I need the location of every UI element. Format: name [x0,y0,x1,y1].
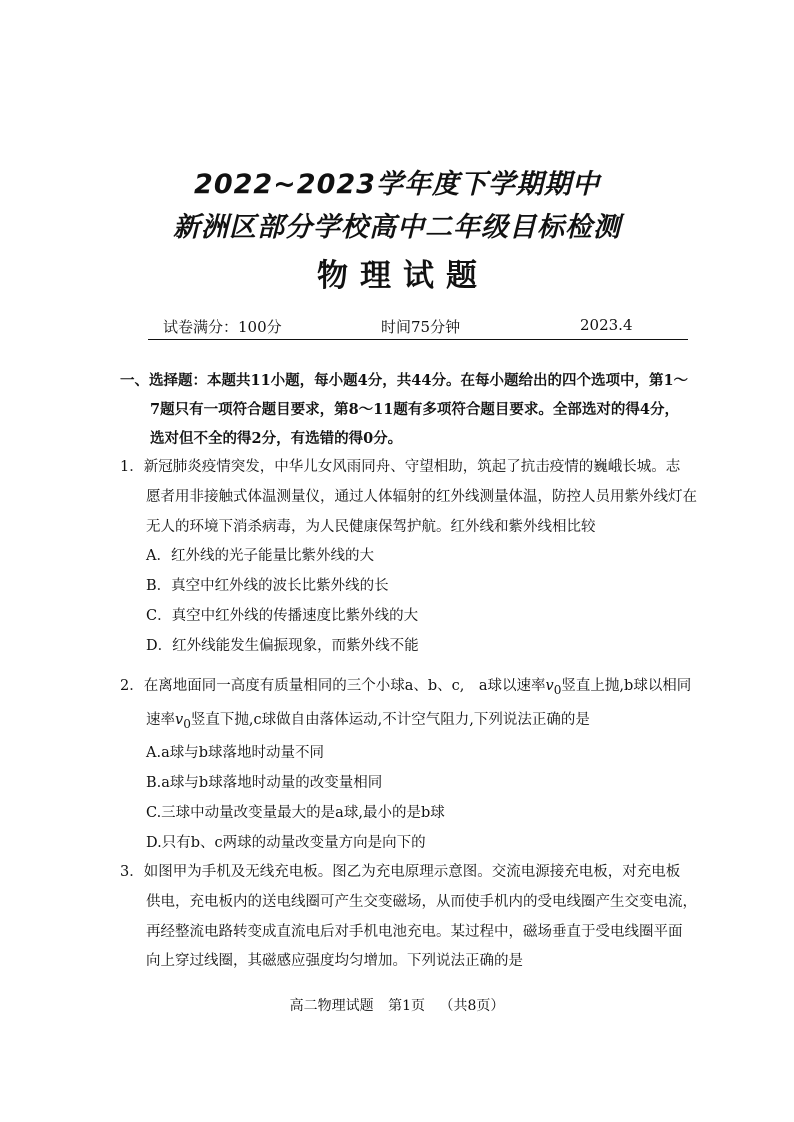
question-3 [120,858,705,977]
velocity-symbol: v [545,678,554,694]
question-text-line: 向上穿过线圈，其磁感应强度均匀增加。下列说法正确的是 [146,953,523,970]
section-line: 一、选择题：本题共11小题，每小题4分，共44分。在每小题给出的四个选项中，第1～ [120,372,689,389]
question-text-line: 愿者用非接触式体温测量仪，通过人体辐射的红外线测量体温，防控人员用紫外线灯在 [146,488,697,505]
page-footer [0,995,794,1015]
exam-info-row [148,316,688,338]
question-text-line [120,672,705,706]
question-text-part: 竖直下抛,c球做自由落体运动,不计空气阻力,下列说法正确的是 [190,711,590,728]
section-line: 7题只有一项符合题目要求，第8～11题有多项符合题目要求。全部选对的得4分， [150,401,679,418]
footer-total-pages: （共8页） [439,998,505,1014]
velocity-subscript: 0 [183,716,191,731]
question-text-line: 供电，充电板内的送电线圈可产生交变磁场，从而使手机内的受电线圈产生交变电流， [146,893,697,910]
question-text-part: 2．在离地面同一高度有质量相同的三个小球a、b、c, a球以速率 [120,678,546,694]
option-c: C.三球中动量改变量最大的是a球,最小的是b球 [146,804,445,821]
exam-subject-title: 物理试题 [317,258,489,294]
question-1 [120,453,705,662]
option-d: D．红外线能发生偏振现象，而紫外线不能 [146,637,419,654]
total-score: 试卷满分：100分 [163,318,282,336]
option-b: B．真空中红外线的波长比紫外线的长 [146,578,389,595]
exam-title-line2: 新洲区部分学校高中二年级目标检测 [173,212,621,243]
question-text-part: 速率 [146,711,175,728]
option-a: A.a球与b球落地时动量不同 [146,745,325,762]
question-text-line: 再经整流电路转变成直流电后对手机电池充电。某过程中，磁场垂直于受电线圈平面 [146,923,683,940]
exam-date: 2023.4 [580,316,633,334]
velocity-subscript: 0 [553,682,562,697]
exam-time: 时间75分钟 [381,318,461,336]
section-instructions [120,366,705,453]
question-text-line: 3．如图甲为手机及无线充电板。图乙为充电原理示意图。交流电源接充电板，对充电板 [120,864,681,880]
option-b: B.a球与b球落地时动量的改变量相同 [146,775,383,792]
question-text-part: 竖直上抛,b球以相同 [561,678,692,694]
question-text-line: 1．新冠肺炎疫情突发，中华儿女风雨同舟、守望相助，筑起了抗击疫情的巍峨长城。志 [120,459,681,475]
header-divider [148,339,688,340]
section-line: 选对但不全的得2分，有选错的得0分。 [150,430,403,447]
option-d: D.只有b、c两球的动量改变量方向是向下的 [146,834,426,851]
footer-subject: 高二物理试题 [289,998,374,1014]
footer-page-number: 第1页 [388,998,425,1014]
exam-title-line1: 2022~2023学年度下学期期中 [194,169,600,200]
velocity-symbol: v [175,711,184,728]
option-a: A．红外线的光子能量比紫外线的大 [146,548,374,565]
option-c: C．真空中红外线的传播速度比紫外线的大 [146,607,419,624]
question-text-line: 无人的环境下消杀病毒，为人民健康保驾护航。红外线和紫外线相比较 [146,518,596,535]
question-2 [120,672,705,859]
question-text-line [120,706,705,740]
